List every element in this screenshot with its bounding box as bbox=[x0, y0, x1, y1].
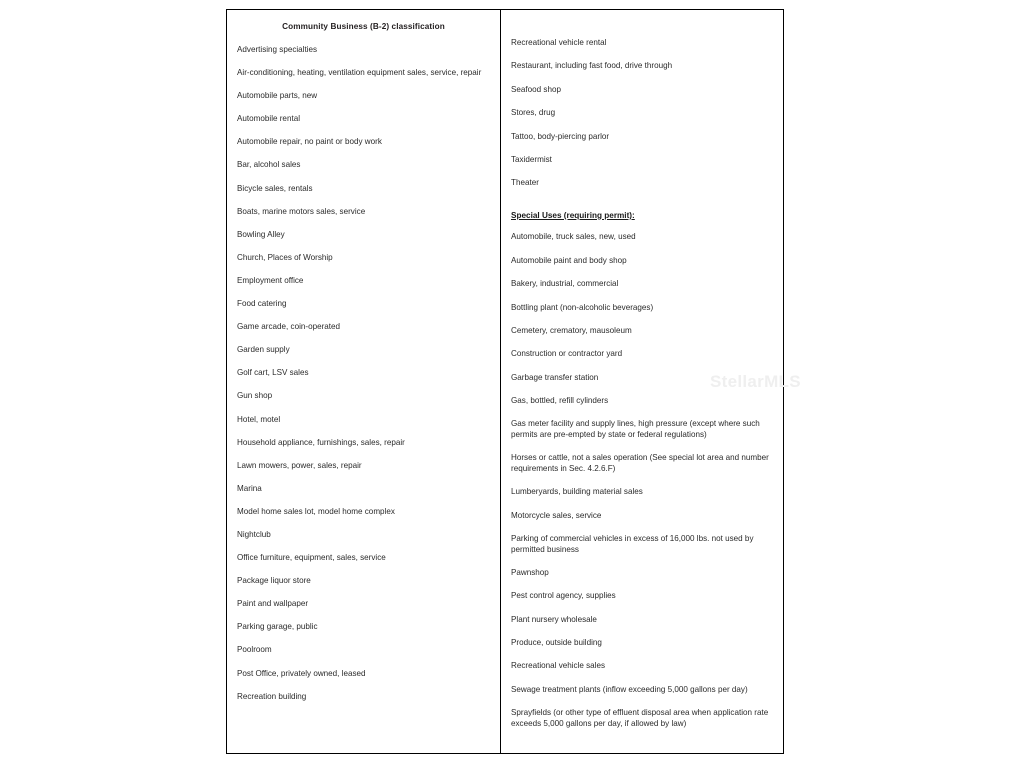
list-item: Gun shop bbox=[237, 391, 273, 401]
document-sheet bbox=[226, 9, 784, 754]
special-uses-heading: Special Uses (requiring permit): bbox=[511, 210, 635, 220]
list-item: Garbage transfer station bbox=[511, 372, 599, 382]
watermark: StellarMLS bbox=[710, 372, 801, 391]
list-item: Sprayfields (or other type of effluent disposal area when application rate exceeds 5,000 gallons per day, if allowed by law) bbox=[511, 708, 769, 728]
list-item: Pest control agency, supplies bbox=[511, 591, 616, 601]
list-item: Game arcade, coin-operated bbox=[237, 322, 341, 332]
list-item: Cemetery, crematory, mausoleum bbox=[511, 325, 632, 335]
list-item: Taxidermist bbox=[511, 154, 552, 164]
list-item: Post Office, privately owned, leased bbox=[237, 668, 366, 678]
list-item: Package liquor store bbox=[237, 576, 311, 586]
list-item: Gas meter facility and supply lines, high pressure (except where such permits are pre-empted by state or federal regulations) bbox=[511, 419, 760, 439]
list-item: Bowling Alley bbox=[237, 229, 285, 239]
list-item: Boats, marine motors sales, service bbox=[237, 206, 366, 216]
list-item: Paint and wallpaper bbox=[237, 599, 309, 609]
list-item: Automobile rental bbox=[237, 114, 300, 124]
list-item: Construction or contractor yard bbox=[511, 349, 623, 359]
list-item: Pawnshop bbox=[511, 567, 549, 577]
list-item: Church, Places of Worship bbox=[237, 252, 333, 262]
list-item: Nightclub bbox=[237, 529, 271, 539]
list-item: Poolroom bbox=[237, 645, 272, 655]
list-item: Office furniture, equipment, sales, service bbox=[237, 553, 386, 563]
list-item: Bicycle sales, rentals bbox=[237, 183, 313, 193]
list-item: Air-conditioning, heating, ventilation equipment sales, service, repair bbox=[237, 68, 482, 78]
list-item: Automobile, truck sales, new, used bbox=[511, 232, 636, 242]
list-item: Parking garage, public bbox=[237, 622, 318, 632]
list-item: Employment office bbox=[237, 275, 304, 285]
list-item: Model home sales lot, model home complex bbox=[237, 506, 395, 516]
list-item: Bottling plant (non-alcoholic beverages) bbox=[511, 302, 654, 312]
list-item: Household appliance, furnishings, sales, repair bbox=[237, 437, 405, 447]
list-item: Sewage treatment plants (inflow exceeding 5,000 gallons per day) bbox=[511, 684, 748, 694]
list-item: Recreation building bbox=[237, 691, 307, 701]
list-item: Theater bbox=[511, 178, 539, 188]
list-item: Stores, drug bbox=[511, 108, 556, 118]
list-item: Automobile parts, new bbox=[237, 91, 318, 101]
list-item: Golf cart, LSV sales bbox=[237, 368, 309, 378]
list-item: Motorcycle sales, service bbox=[511, 510, 602, 520]
list-item: Lumberyards, building material sales bbox=[511, 487, 643, 497]
list-item: Gas, bottled, refill cylinders bbox=[511, 396, 609, 406]
left-column bbox=[227, 10, 501, 753]
list-item: Bar, alcohol sales bbox=[237, 160, 301, 170]
list-item: Produce, outside building bbox=[511, 638, 602, 648]
list-item: Recreational vehicle sales bbox=[511, 661, 606, 671]
list-item: Seafood shop bbox=[511, 84, 561, 94]
list-item: Restaurant, including fast food, drive through bbox=[511, 61, 673, 71]
list-item: Automobile repair, no paint or body work bbox=[237, 137, 382, 147]
list-item: Marina bbox=[237, 483, 262, 493]
list-item: Advertising specialties bbox=[237, 45, 318, 54]
list-item: Horses or cattle, not a sales operation (See special lot area and number requirements in Sec. 4.2.6.F) bbox=[511, 453, 769, 473]
left-column-title: Community Business (B-2) classification bbox=[282, 22, 445, 31]
list-item: Lawn mowers, power, sales, repair bbox=[237, 460, 362, 470]
list-item: Parking of commercial vehicles in excess of 16,000 lbs. not used by permitted business bbox=[511, 534, 754, 554]
list-item: Automobile paint and body shop bbox=[511, 255, 627, 265]
list-item: Recreational vehicle rental bbox=[511, 38, 607, 47]
list-item: Hotel, motel bbox=[237, 414, 281, 424]
list-item: Garden supply bbox=[237, 345, 290, 355]
list-item: Plant nursery wholesale bbox=[511, 614, 597, 624]
list-item: Tattoo, body-piercing parlor bbox=[511, 131, 610, 141]
list-item: Bakery, industrial, commercial bbox=[511, 279, 619, 289]
list-item: Food catering bbox=[237, 299, 287, 309]
